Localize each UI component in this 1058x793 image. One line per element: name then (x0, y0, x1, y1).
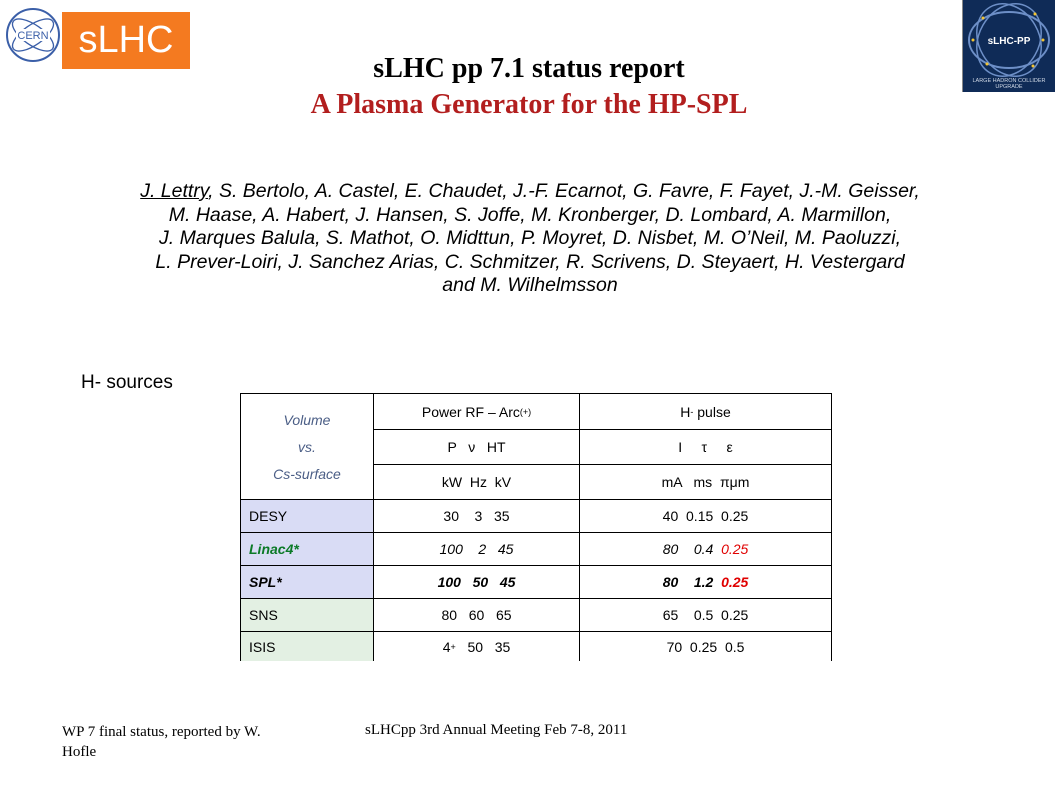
corner-cs-surface: Cs-surface (273, 465, 341, 482)
row-label-desy: DESY (241, 500, 374, 533)
col-header-pulse-text: pulse (693, 403, 731, 420)
page-title: sLHC pp 7.1 status report (373, 53, 685, 84)
col-symbols-power: P ν HT (374, 430, 580, 465)
col-units-pulse: mA ms πμm (580, 465, 832, 500)
slhcpp-logo-subtitle: LARGE HADRON COLLIDER UPGRADE (972, 78, 1046, 90)
col-header-power-text: Power RF – Arc (421, 403, 520, 420)
row-power-isis (374, 632, 580, 661)
author-line-3: J. Marques Balula, S. Mathot, O. Midttun, P. Moyret, D. Nisbet, M. O’Neil, M. Paoluzzi, (159, 227, 901, 249)
row-pulse-linac4-b: 0.25 (721, 541, 749, 557)
author-line-5: and M. Wilhelmsson (442, 274, 618, 296)
row-power-isis-sup: + (450, 641, 456, 652)
row-pulse-spl (580, 566, 832, 599)
corner-vs: vs. (298, 438, 316, 455)
col-header-pulse-sup: - (690, 406, 694, 417)
col-header-pulse-h: H (680, 403, 691, 420)
corner-bottom-border (241, 465, 374, 500)
footer-left: WP 7 final status, reported by W. Hofle (62, 724, 261, 760)
author-line-4: L. Prever-Loiri, J. Sanchez Arias, C. Schmitzer, R. Scrivens, D. Steyaert, H. Vestergard (155, 250, 905, 273)
row-power-isis-a: 4 (442, 638, 451, 655)
row-pulse-linac4 (580, 533, 832, 566)
col-header-pulse (580, 394, 832, 430)
row-label-sns: SNS (241, 599, 374, 632)
author-line-1-rest: , S. Bertolo, A. Castel, E. Chaudet, J.-F. Ecarnot, G. Favre, F. Fayet, J.-M. Geisser, (208, 180, 920, 202)
col-symbols-pulse: I τ ε (580, 430, 832, 465)
cern-logo-text: CERN (17, 30, 49, 42)
slhc-logo: sLHC (62, 12, 190, 69)
footer-center: sLHCpp 3rd Annual Meeting Feb 7-8, 2011 (365, 722, 628, 738)
row-power-spl: 100 50 45 (374, 566, 580, 599)
row-pulse-spl-b: 0.25 (721, 574, 749, 590)
row-pulse-sns: 65 0.5 0.25 (580, 599, 832, 632)
row-power-linac4: 100 2 45 (374, 533, 580, 566)
author-list (30, 180, 1030, 298)
author-line-2: M. Haase, A. Habert, J. Hansen, S. Joffe, M. Kronberger, D. Lombard, A. Marmillon, (168, 203, 892, 226)
lead-author: J. Lettry (140, 180, 209, 202)
row-pulse-isis: 70 0.25 0.5 (580, 632, 832, 661)
col-header-power-sup: (+) (519, 406, 532, 417)
row-pulse-desy: 40 0.15 0.25 (580, 500, 832, 533)
page-subtitle: A Plasma Generator for the HP-SPL (310, 89, 748, 120)
author-line-1 (30, 180, 1030, 204)
row-label-linac4: Linac4* (241, 533, 374, 566)
corner-volume: Volume (283, 411, 331, 428)
row-pulse-linac4-a: 80 0.4 (662, 541, 722, 557)
row-pulse-spl-a: 80 1.2 (662, 574, 722, 590)
slhcpp-logo-text: sLHC-PP (987, 36, 1031, 47)
col-header-power (374, 394, 580, 430)
row-label-spl: SPL* (241, 566, 374, 599)
h-sources-table (240, 393, 832, 661)
col-units-power: kW Hz kV (374, 465, 580, 500)
section-label: H- sources (81, 372, 173, 393)
row-power-desy: 30 3 35 (374, 500, 580, 533)
row-power-sns: 80 60 65 (374, 599, 580, 632)
row-power-isis-b: 50 35 (455, 638, 511, 655)
row-label-isis: ISIS (241, 632, 374, 661)
